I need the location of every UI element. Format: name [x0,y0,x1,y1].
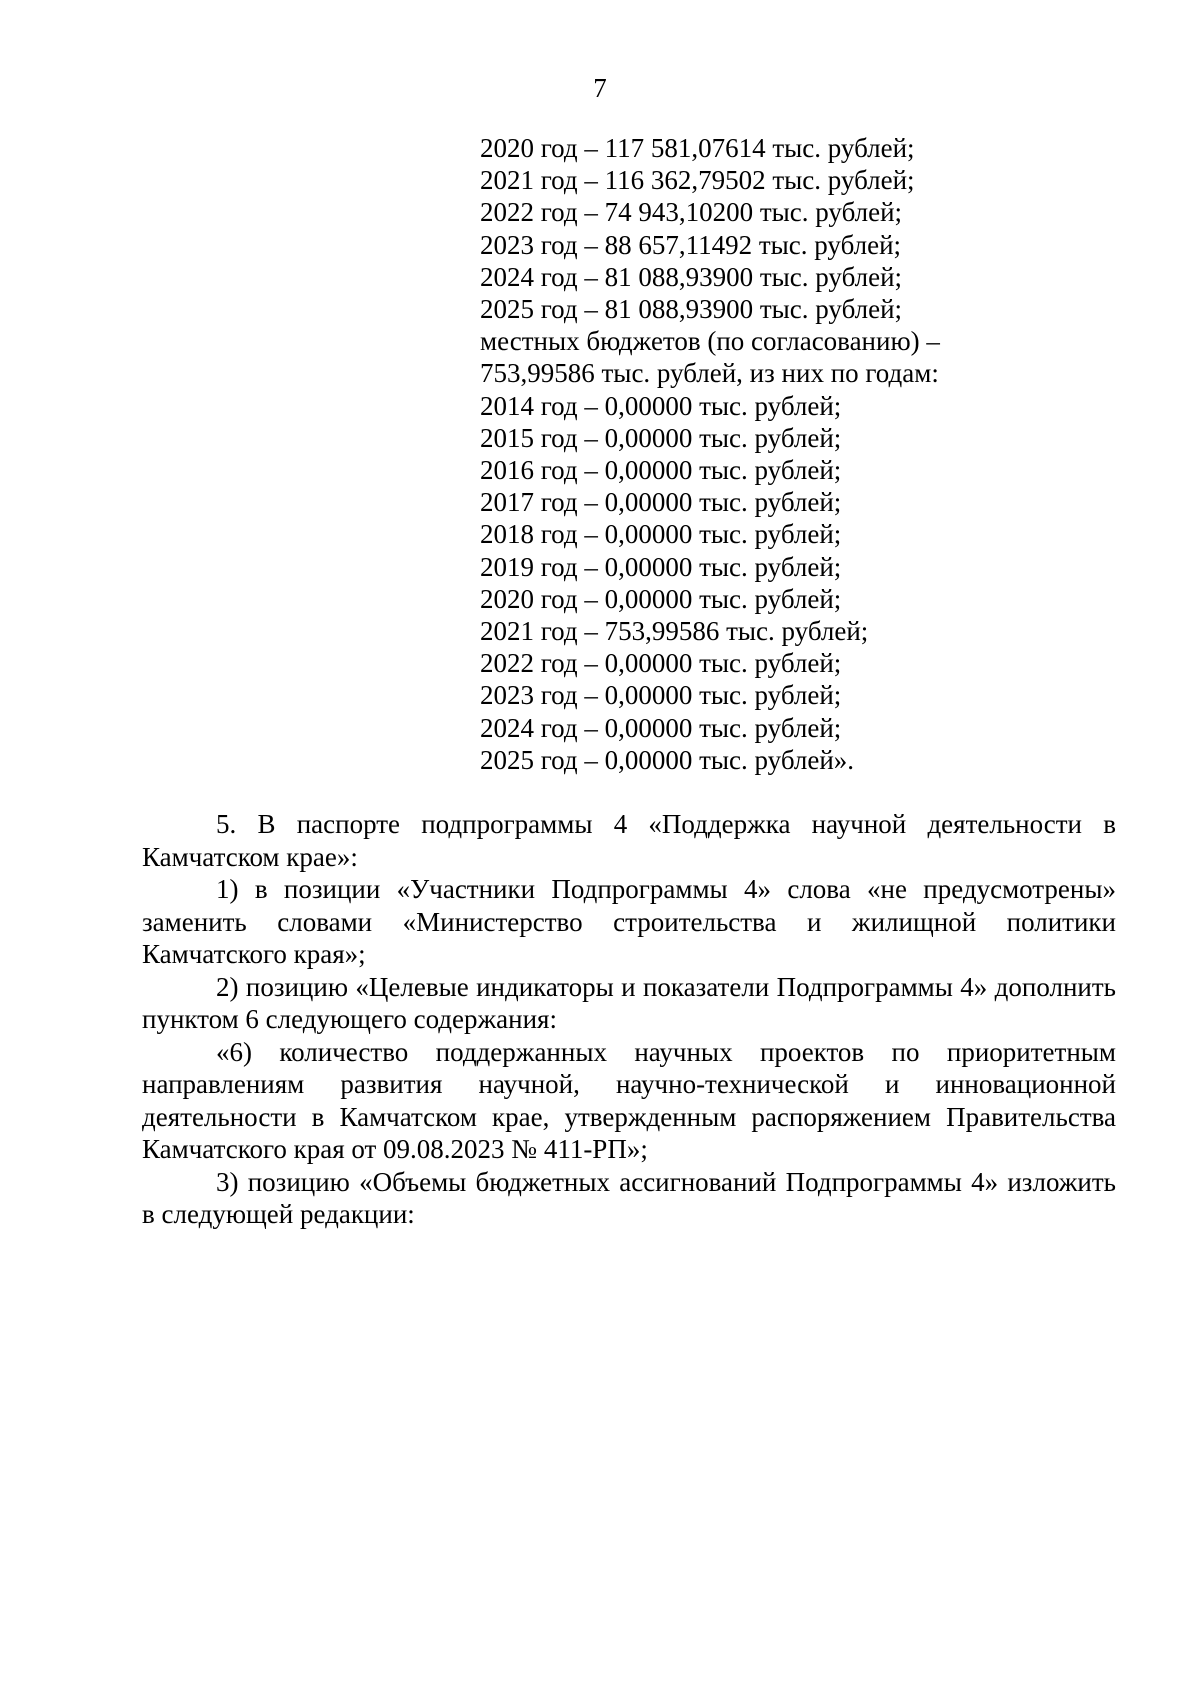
funding-line: 2014 год – 0,00000 тыс. рублей; [480,390,842,421]
funding-line: 2022 год – 74 943,10200 тыс. рублей; [480,197,903,228]
funding-line: 2019 год – 0,00000 тыс. рублей; [480,551,842,582]
funding-line: 2025 год – 81 088,93900 тыс. рублей; [480,294,903,325]
funding-line: 2017 год – 0,00000 тыс. рублей; [480,487,842,518]
funding-list [480,132,1120,776]
funding-line: 2023 год – 0,00000 тыс. рублей; [480,680,842,711]
local-budget-total: 753,99586 тыс. рублей, из них по годам: [480,358,939,389]
funding-line: 2020 год – 117 581,07614 тыс. рублей; [480,133,915,163]
body-text [142,808,1116,1231]
page-number: 7 [593,73,607,103]
local-budget-heading: местных бюджетов (по согласованию) – [480,326,940,357]
funding-line: 2015 год – 0,00000 тыс. рублей; [480,422,842,453]
funding-line: 2023 год – 88 657,11492 тыс. рублей; [480,229,902,260]
paragraph-subitem-3: 3) позицию «Объемы бюджетных ассигнований Подпрограммы 4» изложить в следующей редакции: [142,1166,1116,1229]
paragraph-subitem-2: 2) позицию «Целевые индикаторы и показатели Подпрограммы 4» дополнить пунктом 6 следующего содержания: [142,971,1116,1034]
paragraph-quoted-point-6: «6) количество поддержанных научных проектов по приоритетным направлениям развития научной, научно-технической и инновационной деятельности в Камчатском крае, утвержденным распоряжением Правительства Камчатского края от 09.08.2023 № 411-РП»; [142,1036,1116,1164]
funding-line: 2024 год – 81 088,93900 тыс. рублей; [480,261,903,292]
funding-line: 2021 год – 753,99586 тыс. рублей; [480,616,869,647]
funding-line: 2024 год – 0,00000 тыс. рублей; [480,712,842,743]
funding-line: 2020 год – 0,00000 тыс. рублей; [480,583,842,614]
funding-line: 2021 год – 116 362,79502 тыс. рублей; [480,165,915,196]
funding-line: 2025 год – 0,00000 тыс. рублей». [480,744,855,775]
funding-line: 2018 год – 0,00000 тыс. рублей; [480,519,842,550]
funding-line: 2022 год – 0,00000 тыс. рублей; [480,648,842,679]
paragraph-subitem-1: 1) в позиции «Участники Подпрограммы 4» слова «не предусмотрены» заменить словами «Министерство строительства и жилищной политики Камчатского края»; [142,874,1116,969]
funding-line: 2016 год – 0,00000 тыс. рублей; [480,455,842,486]
paragraph-item-5: 5. В паспорте подпрограммы 4 «Поддержка научной деятельности в Камчатском крае»: [142,809,1116,872]
